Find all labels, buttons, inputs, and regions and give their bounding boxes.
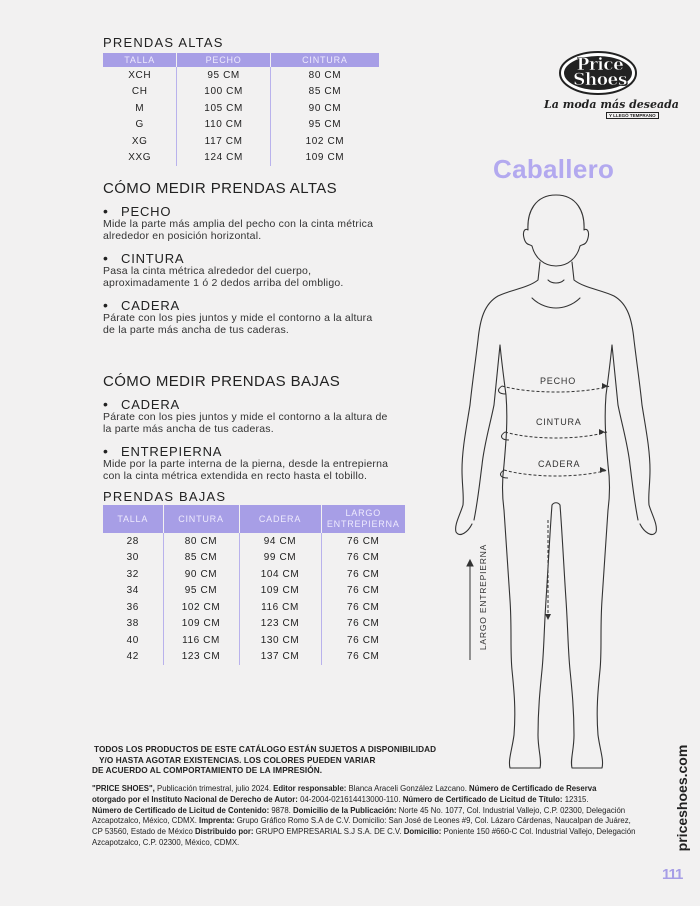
credits-l4a: Azcapotzalco, México, CDMX. [92,816,200,826]
bajas-table-cell: 116 CM [239,599,321,616]
bajas-table-cell: 76 CM [347,535,380,547]
figure-label-cintura: CINTURA [536,417,582,427]
altas-table-row [103,100,379,117]
medir-altas-title: CÓMO MEDIR PRENDAS ALTAS [103,180,338,197]
publication-credits [92,784,652,849]
bajas-table-cell: 34 [103,583,163,600]
bajas-table-cell: 32 [103,566,163,583]
bajas-table-row [103,616,405,633]
altas-table-cell: XCH [103,67,177,84]
page-number: 111 [662,866,683,883]
altas-header-cell: CINTURA [270,53,379,67]
bajas-table-cell: 76 CM [347,568,380,580]
pecho-heading: • PECHO [103,203,433,219]
logo-small-badge: Y LLEGÓ TEMPRANO [606,112,659,119]
bajas-table-cell: 76 CM [347,634,380,646]
bajas-table-cell: 123 CM [239,616,321,633]
cintura-desc-line1: Pasa la cinta métrica alrededor del cuerpo, [103,265,312,277]
altas-table-row [103,117,379,134]
bajas-table-cell: 94 CM [239,533,321,550]
bajas-table-row [103,550,405,567]
logo-word-price: Price [576,55,624,75]
altas-table-cell: 95 CM [177,67,270,84]
bajas-table-row [103,533,405,550]
bajas-table-cell: 90 CM [163,566,239,583]
credits-l1c: Editor responsable: [273,784,347,793]
credits-l1e: Número de Certificado de Reserva [469,784,597,793]
bajas-table-cell: 76 CM [347,552,380,564]
cadera-bajas-desc-line2: la parte más ancha de tus caderas. [103,422,274,435]
altas-table-cell: 102 CM [305,135,345,147]
disclaimer-line-3: DE ACUERDO AL COMPORTAMIENTO DE LA IMPRESIÓN. [92,766,323,775]
altas-table-cell: 110 CM [177,117,270,134]
credits-l2a: otorgado por el Instituto Nacional de Derecho de Autor: [92,794,298,804]
figure-label-pecho: PECHO [540,376,577,386]
bajas-header-cell: CINTURA [163,505,239,533]
altas-table-cell: M [103,100,177,117]
medir-altas-list [103,203,433,336]
bajas-table-cell: 130 CM [239,632,321,649]
bajas-table-cell: 99 CM [239,550,321,567]
prendas-bajas-title: PRENDAS BAJAS [103,489,227,504]
bajas-table-cell: 123 CM [163,649,239,666]
bajas-table-cell: 76 CM [347,618,380,630]
prendas-altas-title: PRENDAS ALTAS [103,35,224,50]
altas-table-cell: 95 CM [308,119,342,131]
cadera-bajas-desc-line1: Párate con los pies juntos y mide el contorno a la altura de [103,411,388,423]
altas-table-cell: CH [103,84,177,101]
altas-table-cell: XG [103,133,177,150]
bajas-table-cell: 30 [103,550,163,567]
altas-table-row [103,67,379,84]
side-url-link[interactable]: priceshoes.com [674,744,690,852]
logo-tagline: La moda más deseada [544,98,679,111]
medir-bajas-title: CÓMO MEDIR PRENDAS BAJAS [103,373,341,390]
bajas-table-cell: 76 CM [347,651,380,663]
credits-l1a: "PRICE SHOES", [92,784,155,793]
male-body-figure [440,180,670,780]
logo-word-shoes: Shoes [573,70,627,90]
bajas-table-cell: 76 CM [347,585,380,597]
credits-l3b: 9878. [269,805,294,815]
credits-l2b: 04-2004-021614413000-110. [297,794,403,804]
entrepierna-desc-line2: con la cinta métrica extendida en recto hasta el tobillo. [103,469,368,482]
bajas-header-cell: TALLA [103,505,163,533]
altas-table-cell: 117 CM [177,133,270,150]
credits-l2d: 12315. [562,794,589,804]
medir-bajas-list [103,396,433,482]
cadera-desc-line2: de la parte más ancha de tus caderas. [103,323,290,336]
credits-l3d: Norte 45 No. 1077, Col. Industrial Vallejo, C.P. 02300, Delegación [396,805,626,815]
bajas-header-cell: LARGO ENTREPIERNA [321,505,405,533]
credits-l1d: Blanca Araceli González Lazcano. [346,784,470,793]
disclaimer-line-1: TODOS LOS PRODUCTOS DE ESTE CATÁLOGO ESTÁN SUJETOS A DISPONIBILIDAD [94,745,437,754]
bajas-table-cell: 104 CM [239,566,321,583]
bajas-header-cell: CADERA [239,505,321,533]
credits-l6: Azcapotzalco, C.P. 02300, México, CDMX. [92,837,240,847]
altas-header-cell: PECHO [177,53,270,67]
bajas-table-row [103,649,405,666]
cadera-heading: • CADERA [103,297,433,313]
bajas-table-cell: 137 CM [239,649,321,666]
credits-l1b: Publicación trimestral, julio 2024. [154,784,274,793]
altas-header-cell: TALLA [103,53,177,67]
prendas-bajas-table [103,505,405,665]
altas-table-cell: 109 CM [305,152,345,164]
prendas-altas-table [103,53,379,166]
bajas-table-cell: 38 [103,616,163,633]
bajas-table-cell: 109 CM [163,616,239,633]
bajas-table-cell: 102 CM [163,599,239,616]
credits-l4b: Imprenta: [199,816,235,826]
credits-l3a: Número de Certificado de Licitud de Contenido: [92,805,270,815]
entrepierna-desc-line1: Mide por la parte interna de la pierna, desde la entrepierna [103,458,389,470]
cintura-desc-line2: aproximadamente 1 ó 2 dedos arriba del ombligo. [103,276,344,289]
altas-table-cell: 100 CM [177,84,270,101]
altas-table-row [103,84,379,101]
bajas-table-cell: 85 CM [163,550,239,567]
bajas-table-row [103,583,405,600]
bajas-table-cell: 36 [103,599,163,616]
credits-l2c: Número de Certificado de Licitud de Título: [402,794,563,804]
bajas-table-cell: 80 CM [163,533,239,550]
cadera-desc-line1: Párate con los pies juntos y mide el contorno a la altura [103,312,373,324]
altas-table-row [103,133,379,150]
altas-table-cell: XXG [103,150,177,167]
credits-l5d: Domicilio: [403,827,442,837]
figure-label-entrepierna: LARGO ENTREPIERNA [478,543,488,651]
bajas-table-cell: 76 CM [347,601,380,613]
bajas-table-row [103,632,405,649]
disclaimer [92,745,436,777]
cintura-heading: • CINTURA [103,250,433,266]
bajas-table-cell: 109 CM [239,583,321,600]
cadera-bajas-heading: • CADERA [103,396,433,412]
bajas-table-row [103,566,405,583]
bajas-table-cell: 116 CM [163,632,239,649]
entrepierna-heading: • ENTREPIERNA [103,443,433,459]
altas-table-cell: 85 CM [308,86,342,98]
credits-l3c: Domicilio de la Publicación: [293,805,397,815]
disclaimer-line-2: Y/O HASTA AGOTAR EXISTENCIAS. LOS COLORES PUEDEN VARIAR [99,755,376,765]
credits-l5a: CP 53560, Estado de México [92,827,196,837]
price-shoes-logo [544,50,679,125]
bajas-table-cell: 42 [103,649,163,666]
altas-table-row [103,150,379,167]
pecho-desc-line2: alrededor en posición horizontal. [103,229,262,242]
altas-table-cell: G [103,117,177,134]
altas-table-cell: 105 CM [177,100,270,117]
pecho-desc-line1: Mide la parte más amplia del pecho con la cinta métrica [103,218,374,230]
credits-l5c: GRUPO EMPRESARIAL S.J S.A. DE C.V. [253,827,404,837]
bajas-table-cell: 28 [103,533,163,550]
figure-title: Caballero [493,154,615,184]
credits-l4c: Grupo Gráfico Romo S.A de C.V. Domicilio: San José de Leones #9, Col. Lázaro Cárdenas, Naucalpan de Juárez, [234,816,631,826]
credits-l5b: Distribuido por: [195,827,254,837]
altas-table-cell: 80 CM [308,69,342,81]
figure-label-cadera: CADERA [538,459,581,469]
bajas-table-row [103,599,405,616]
altas-table-cell: 90 CM [308,102,342,114]
bajas-table-cell: 95 CM [163,583,239,600]
altas-table-cell: 124 CM [177,150,270,167]
credits-l5e: Poniente 150 #660-C Col. Industrial Vallejo, Delegación [441,827,636,837]
bajas-table-cell: 40 [103,632,163,649]
